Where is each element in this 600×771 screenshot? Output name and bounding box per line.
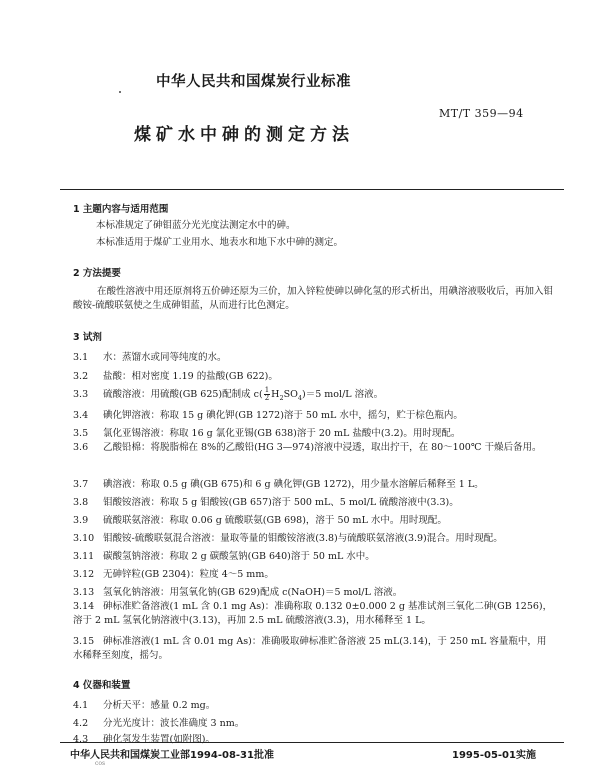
section-1-heading: 1 主题内容与适用范围 — [73, 204, 169, 215]
item-number: 3.15 — [73, 636, 95, 647]
item-number: 3.7 — [73, 479, 89, 490]
reagent-item — [73, 425, 460, 439]
reagent-item — [73, 635, 553, 663]
item-number: 3.2 — [73, 371, 89, 382]
item-text: 氢氧化钠溶液：用氢氧化钠(GB 629)配成 c(NaOH)＝5 mol/L 溶液。 — [103, 587, 403, 598]
reagent-item — [73, 368, 278, 382]
fraction-denominator: 2 — [264, 394, 270, 402]
item-number: 3.4 — [73, 410, 89, 421]
item-text: 钼酸铵溶液：称取 5 g 钼酸铵(GB 657)溶于 500 mL、5 mol/L 硫酸溶液中(3.3)。 — [103, 497, 459, 508]
standard-number: MT/T 359—94 — [439, 107, 524, 120]
top-rule — [60, 189, 564, 190]
item-text: 盐酸：相对密度 1.19 的盐酸(GB 622)。 — [103, 371, 278, 382]
dot-mark — [119, 91, 121, 93]
item-number: 3.12 — [73, 569, 95, 580]
item-number: 3.14 — [73, 601, 95, 612]
reagent-item — [73, 584, 402, 598]
item-text: 钼酸铵-硫酸联氨混合溶液：量取等量的钼酸铵溶液(3.8)与硫酸联氨溶液(3.9)混合。用时现配。 — [103, 533, 503, 544]
page-mark: cos — [95, 760, 106, 767]
fraction — [264, 387, 270, 402]
instrument-item — [73, 715, 244, 729]
item-text-post: )＝5 mol/L 溶液。 — [302, 389, 384, 400]
section-1-paragraph-2: 本标准适用于煤矿工业用水、地表水和地下水中砷的测定。 — [96, 237, 344, 248]
reagent-item — [73, 566, 274, 580]
item-number: 3.6 — [73, 442, 89, 453]
reagent-item — [73, 600, 553, 628]
item-text: 分光光度计：波长准确度 3 nm。 — [103, 718, 245, 729]
item-text: 砷化氢发生装置(如附图)。 — [103, 734, 215, 745]
section-4-heading: 4 仪器和装置 — [73, 680, 131, 691]
instrument-item — [73, 697, 215, 711]
reagent-item — [73, 530, 503, 544]
item-text: 砷标准溶液(1 mL 含 0.01 mg As)：准确吸取砷标准贮备溶液 25 mL(3.14)，于 250 mL 容量瓶中，用水稀释至刻度，摇匀。 — [73, 636, 547, 661]
reagent-item — [73, 407, 463, 421]
item-number: 3.8 — [73, 497, 89, 508]
reagent-item — [73, 349, 227, 363]
reagent-item — [73, 386, 383, 402]
item-text: 碘化钾溶液：称取 15 g 碘化钾(GB 1272)溶于 50 mL 水中，摇匀，贮于棕色瓶内。 — [103, 410, 463, 421]
formula-h: H — [271, 389, 280, 400]
item-text: 碳酸氢钠溶液：称取 2 g 碳酸氢钠(GB 640)溶于 50 mL 水中。 — [103, 551, 375, 562]
reagent-item — [73, 512, 447, 526]
section-3-heading: 3 试剂 — [73, 332, 102, 343]
subscript: 4 — [297, 393, 303, 402]
approval-line: 中华人民共和国煤炭工业部1994-08-31批准 — [70, 750, 274, 761]
implementation-date: 1995-05-01实施 — [452, 750, 536, 761]
item-text: 水：蒸馏水或同等纯度的水。 — [103, 352, 227, 363]
item-text: 分析天平：感量 0.2 mg。 — [103, 700, 216, 711]
item-text: 无砷锌粒(GB 2304)：粒度 4～5 mm。 — [103, 569, 274, 580]
item-text: 乙酸铅棉：将脱脂棉在 8%的乙酸铅(HG 3—974)溶液中浸透，取出拧干，在 80～100℃ 干燥后备用。 — [103, 442, 542, 453]
item-number: 3.5 — [73, 428, 89, 439]
item-number: 3.13 — [73, 587, 95, 598]
item-number: 4.2 — [73, 718, 89, 729]
item-text: 砷标准贮备溶液(1 mL 含 0.1 mg As)：准确称取 0.132 0±0.000 2 g 基准试剂三氧化二砷(GB 1256)，溶于 2 mL 氢氧化钠溶液中(3.13)，再加 2.5 mL 硫酸溶液(3.3)，用水稀释至 1 L。 — [73, 601, 553, 626]
item-number: 4.1 — [73, 700, 89, 711]
reagent-item — [73, 494, 459, 508]
subscript: 2 — [279, 393, 284, 402]
item-number: 3.10 — [73, 533, 95, 544]
item-number: 4.3 — [73, 734, 89, 745]
reagent-item — [73, 476, 484, 490]
formula-so: SO — [283, 389, 298, 400]
footer-rule — [60, 742, 564, 743]
document-title: 煤矿水中砷的测定方法 — [134, 125, 354, 145]
section-1-paragraph-1: 本标准规定了砷钼蓝分光光度法测定水中的砷。 — [96, 220, 296, 231]
item-text-pre: 硫酸溶液：用硫酸(GB 625)配制成 c( — [103, 389, 263, 400]
item-text: 氯化亚锡溶液：称取 16 g 氯化亚锡(GB 638)溶于 20 mL 盐酸中(3.2)。用时现配。 — [103, 428, 461, 439]
fraction-numerator: 1 — [264, 386, 270, 394]
item-number: 3.11 — [73, 551, 95, 562]
section-2-paragraph: 在酸性溶液中用还原剂将五价砷还原为三价，加入锌粒使砷以砷化氢的形式析出，用碘溶液吸收后，再加入钼酸铵-硫酸联氨使之生成砷钼蓝，从而进行比色测定。 — [73, 286, 554, 311]
issuing-body-heading: 中华人民共和国煤炭行业标准 — [156, 74, 351, 90]
item-number: 3.9 — [73, 515, 89, 526]
item-text: 硫酸联氨溶液：称取 0.06 g 硫酸联氨(GB 698)，溶于 50 mL 水中。用时现配。 — [103, 515, 447, 526]
item-number: 3.1 — [73, 352, 89, 363]
reagent-item — [73, 441, 553, 455]
item-number: 3.3 — [73, 389, 89, 400]
item-text: 碘溶液：称取 0.5 g 碘(GB 675)和 6 g 碘化钾(GB 1272)，用少量水溶解后稀释至 1 L。 — [103, 479, 484, 490]
reagent-item — [73, 548, 375, 562]
section-2-heading: 2 方法提要 — [73, 268, 121, 279]
